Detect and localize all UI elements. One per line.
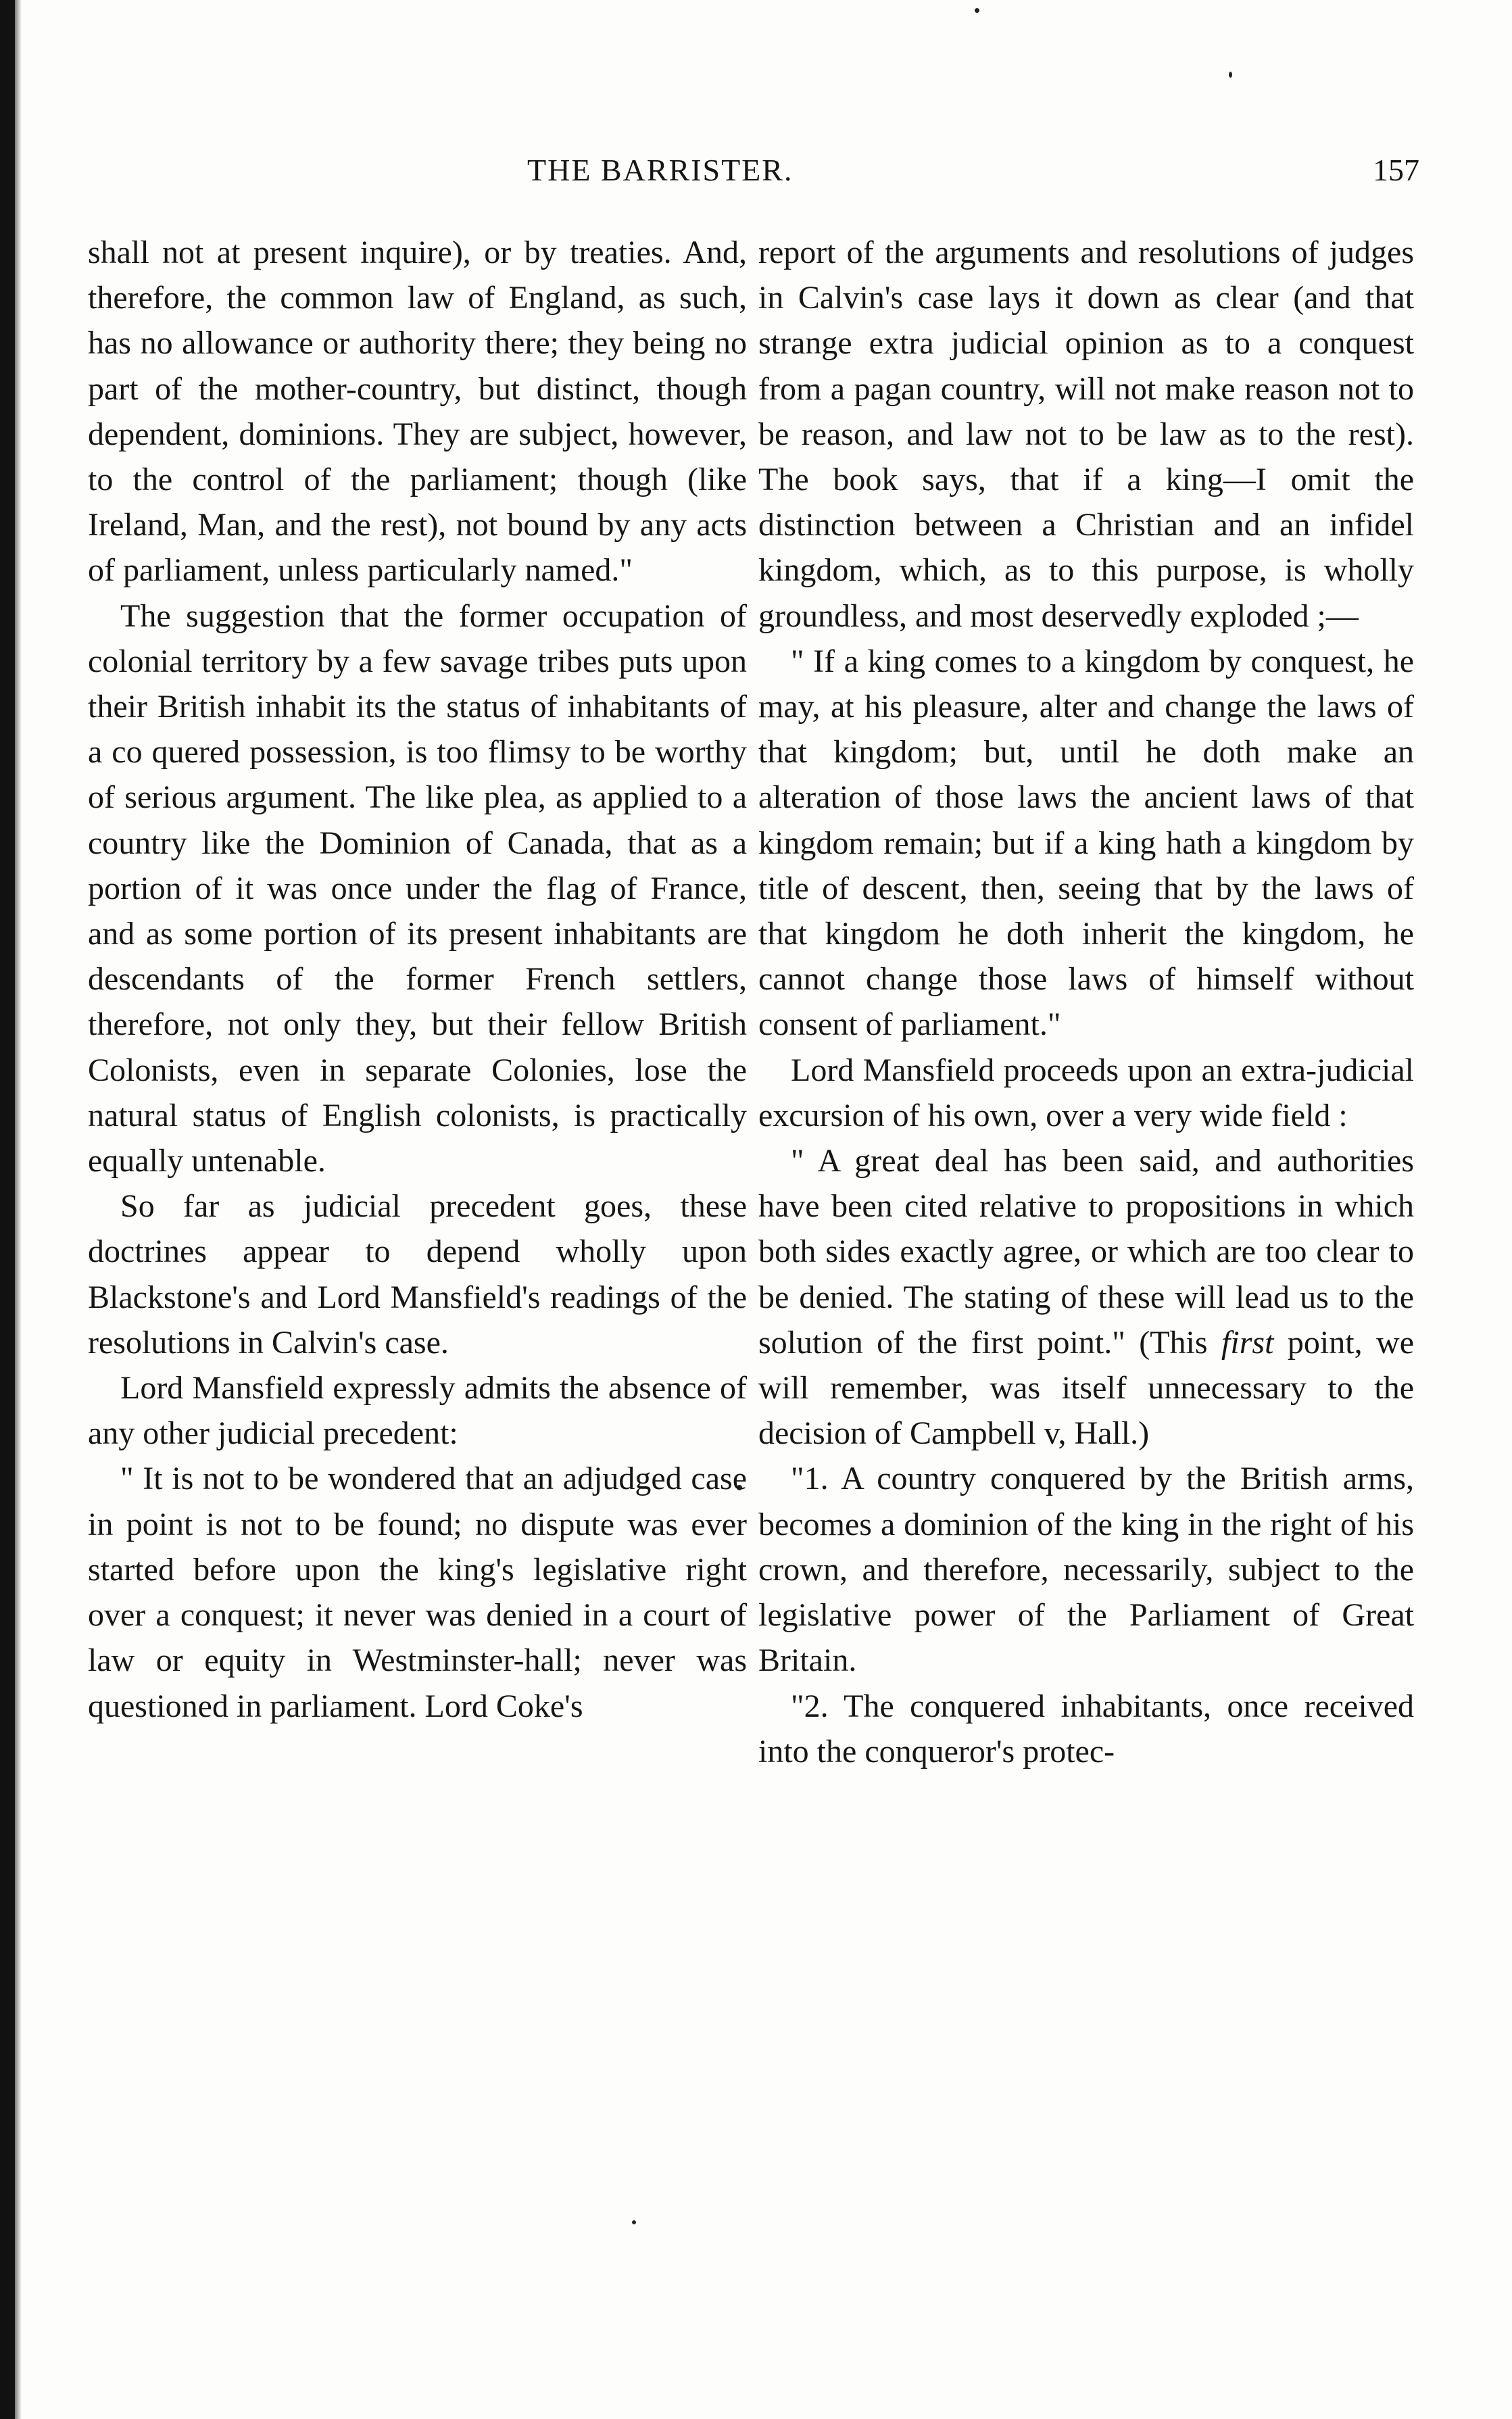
paragraph: Lord Mansfield proceeds upon an extra-judicial excursion of his own, over a very wide field :	[758, 1052, 1414, 1133]
print-speck	[1229, 72, 1232, 78]
paragraph	[758, 1138, 1414, 1456]
paragraph: report of the arguments and resolutions of judges in Calvin's case lays it down as clear (and that strange extra judicial opinion as to a conquest from a pagan country, will not make reason not to be reason, and law not to be law as to the rest). The book says, that if a king—I omit the distinction between a Christian and an infidel kingdom, which, as to this purpose, is wholly groundless, and most deservedly exploded ;—	[758, 235, 1414, 634]
right-column	[758, 230, 1414, 1774]
emphasis-text: first	[1221, 1324, 1274, 1361]
print-speck	[975, 8, 979, 13]
page-number: 157	[1373, 153, 1419, 187]
paragraph: " It is not to be wondered that an adjudged case in point is not to be found; no dispute was ever started before upon the king's legislative right over a conquest; it never was denied in a court of law or equity in Westminster-hall; never was questioned in parliament. Lord Coke's	[88, 1461, 747, 1724]
paragraph-text: " A great deal has been said, and authorities have been cited relative to propositions in which both sides exactly agree, or which are too clear to be denied. The stating of these will lead us to the solution of the first point." (This	[758, 1143, 1414, 1361]
book-spine-shadow	[0, 0, 15, 2419]
book-gutter-gradient	[15, 0, 22, 2419]
paragraph: Lord Mansfield expressly admits the absence of any other judicial precedent:	[88, 1370, 747, 1452]
paragraph: So far as judicial precedent goes, these doctrines appear to depend wholly upon Blackstone's and Lord Mansfield's readings of the resolutions in Calvin's case.	[88, 1188, 747, 1361]
paragraph: The suggestion that the former occupation of colonial territory by a few savage tribes puts upon their British inhabit its the status of inhabitants of a co quered possession, is too flimsy to be worthy of serious argument. The like plea, as applied to a country like the Dominion of Canada, that as a portion of it was once under the flag of France, and as some portion of its present inhabitants are descendants of the former French settlers, therefore, not only they, but their fellow British Colonists, even in separate Colonies, lose the natural status of English colonists, is practically equally untenable.	[88, 597, 747, 1179]
running-title: THE BARRISTER.	[527, 153, 794, 187]
paragraph: "2. The conquered inhabitants, once received into the conqueror's protec-	[758, 1688, 1414, 1769]
paragraph: " If a king comes to a kingdom by conquest, he may, at his pleasure, alter and change the laws of that kingdom; but, until he doth make an alteration of those laws the ancient laws of that kingdom remain; but if a king hath a kingdom by title of descent, then, seeing that by the laws of that kingdom he doth inherit the kingdom, he cannot change those laws of himself without consent of parliament."	[758, 643, 1414, 1043]
paragraph: "1. A country conquered by the British arms, becomes a dominion of the king in the right of his crown, and therefore, necessarily, subject to the legislative power of the Parliament of Great Britain.	[758, 1461, 1414, 1679]
print-speck	[632, 2220, 636, 2224]
paragraph: shall not at present inquire), or by treaties. And, therefore, the common law of England, as such, has no allowance or authority there; they being no part of the mother-country, but distinct, though dependent, dominions. They are subject, however, to the control of the parliament; though (like Ireland, Man, and the rest), not bound by any acts of parliament, unless particularly named."	[88, 235, 747, 589]
paragraph-text: point, we will remember, was itself unnecessary to the decision of Campbell v, Hall.)	[758, 1324, 1415, 1452]
page-header	[54, 152, 1419, 199]
left-column	[88, 230, 747, 1729]
